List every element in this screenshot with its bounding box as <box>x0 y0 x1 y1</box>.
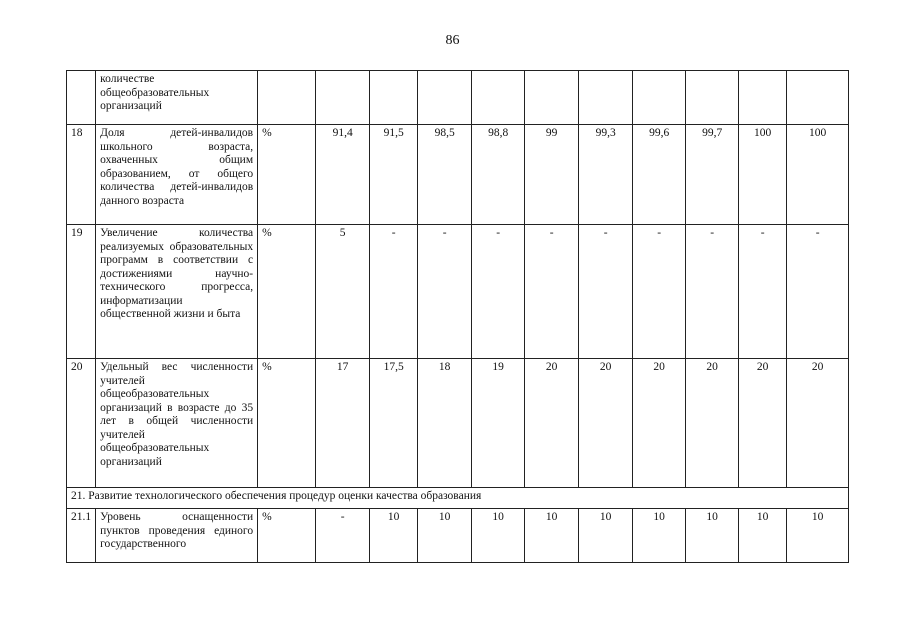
unit-cell: % <box>258 509 316 563</box>
value-cell: - <box>316 509 370 563</box>
value-cell: 91,4 <box>316 125 370 225</box>
value-cell: 20 <box>633 359 686 488</box>
value-cell: 17,5 <box>370 359 418 488</box>
value-cell <box>633 71 686 125</box>
value-cell <box>316 71 370 125</box>
indicator-description: Доля детей-инвалидов школьного возраста, охваченных общим образованием, от общего количества детей-инвалидов данного возраста <box>96 125 258 225</box>
value-cell: - <box>633 225 686 359</box>
value-cell: 10 <box>787 509 849 563</box>
value-cell: - <box>686 225 739 359</box>
section-heading-row <box>67 488 849 509</box>
value-cell: 10 <box>418 509 472 563</box>
value-cell <box>787 71 849 125</box>
table-row <box>67 225 849 359</box>
value-cell: 100 <box>787 125 849 225</box>
value-cell: - <box>472 225 525 359</box>
value-cell: 10 <box>686 509 739 563</box>
indicators-table <box>66 70 849 563</box>
value-cell: 10 <box>472 509 525 563</box>
value-cell: - <box>418 225 472 359</box>
value-cell: - <box>787 225 849 359</box>
value-cell: 20 <box>525 359 579 488</box>
row-number: 18 <box>67 125 96 225</box>
value-cell <box>525 71 579 125</box>
unit-cell: % <box>258 125 316 225</box>
section-heading: 21. Развитие технологического обеспечения процедур оценки качества образования <box>67 488 849 509</box>
indicator-description: Увеличение количества реализуемых образовательных программ в соответствии с достижениями научно-технического прогресса, информатизации общественной жизни и быта <box>96 225 258 359</box>
page-number: 86 <box>445 33 460 48</box>
value-cell: 10 <box>525 509 579 563</box>
value-cell <box>418 71 472 125</box>
value-cell: 20 <box>686 359 739 488</box>
row-number: 19 <box>67 225 96 359</box>
value-cell: 100 <box>739 125 787 225</box>
value-cell <box>579 71 633 125</box>
value-cell: 98,5 <box>418 125 472 225</box>
indicator-description: Уровень оснащенности пунктов проведения единого государственного <box>96 509 258 563</box>
value-cell: 5 <box>316 225 370 359</box>
unit-cell <box>258 71 316 125</box>
unit-cell: % <box>258 359 316 488</box>
value-cell: 99 <box>525 125 579 225</box>
table-row <box>67 359 849 488</box>
value-cell: 91,5 <box>370 125 418 225</box>
value-cell: 10 <box>579 509 633 563</box>
value-cell <box>472 71 525 125</box>
unit-cell: % <box>258 225 316 359</box>
value-cell: 99,3 <box>579 125 633 225</box>
value-cell: 20 <box>579 359 633 488</box>
value-cell <box>370 71 418 125</box>
row-number: 20 <box>67 359 96 488</box>
value-cell <box>739 71 787 125</box>
indicator-description: Удельный вес численности учителей общеобразовательных организаций в возрасте до 35 лет в общей численности учителей общеобразовательных организаций <box>96 359 258 488</box>
value-cell: - <box>579 225 633 359</box>
table-row <box>67 125 849 225</box>
value-cell: 18 <box>418 359 472 488</box>
value-cell: 99,7 <box>686 125 739 225</box>
table-row <box>67 71 849 125</box>
value-cell: 99,6 <box>633 125 686 225</box>
value-cell: 20 <box>739 359 787 488</box>
value-cell: - <box>370 225 418 359</box>
value-cell: 19 <box>472 359 525 488</box>
value-cell: 10 <box>370 509 418 563</box>
value-cell: - <box>739 225 787 359</box>
row-number <box>67 71 96 125</box>
value-cell: 10 <box>739 509 787 563</box>
value-cell: 17 <box>316 359 370 488</box>
row-number: 21.1 <box>67 509 96 563</box>
indicator-description: количестве общеобразовательных организаций <box>96 71 258 125</box>
value-cell: 98,8 <box>472 125 525 225</box>
value-cell: - <box>525 225 579 359</box>
value-cell: 20 <box>787 359 849 488</box>
value-cell <box>686 71 739 125</box>
table-row <box>67 509 849 563</box>
value-cell: 10 <box>633 509 686 563</box>
